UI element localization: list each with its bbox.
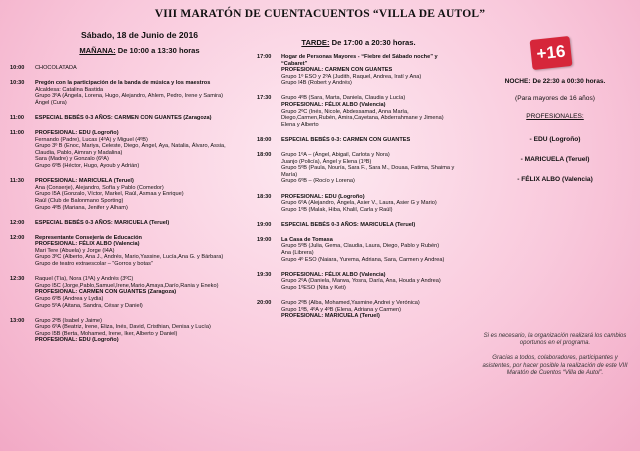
notes-box — [478, 333, 632, 385]
schedule-entry — [257, 300, 460, 320]
entry-highlight: PROFESIONAL: CARMEN CON GUANTES — [281, 67, 393, 74]
entry-time: 10:30 — [10, 80, 25, 87]
entry-time: 12:30 — [10, 276, 25, 283]
entry-line: Fernando (Padre), Lucas (4ºA) y Miguel (4ºB) — [35, 136, 148, 143]
entry-body — [35, 276, 245, 309]
morning-schedule — [10, 65, 245, 344]
entry-line: Grupo 1ºA – (Ángel, Abigail, Carlota y Nora) — [281, 152, 390, 159]
afternoon-schedule — [257, 54, 460, 320]
entry-line: Grupo I5C (Jorge,Pablo,Samuel,Irene,Mario,Amaya,Darío,Rania y Eneko) — [35, 282, 219, 289]
entry-highlight: ESPECIAL BEBÉS 0-3 AÑOS: MARICUELA (Teruel) — [35, 219, 170, 226]
entry-line: Raúl (Club de Balonmano Sporting) — [35, 197, 124, 204]
entry-time: 12:00 — [10, 219, 25, 226]
schedule-entry — [10, 65, 245, 72]
morning-header — [34, 46, 245, 55]
entry-time: 19:00 — [257, 221, 272, 228]
entry-time: 12:00 — [10, 234, 25, 241]
page-title: VIII MARATÓN DE CUENTACUENTOS “VILLA DE AUTOL” — [154, 8, 486, 20]
entry-body — [35, 65, 245, 72]
entry-highlight: Pregón con la participación de la banda de música y los maestros — [35, 80, 211, 87]
entry-body — [35, 115, 245, 122]
entry-highlight: PROFESIONAL: FÉLIX ALBO (Valencia) — [35, 241, 140, 248]
notes-changes: Si es necesario, la organización realizará los cambios oportunos en el programa. — [483, 333, 627, 347]
night-column — [475, 78, 635, 184]
schedule-entry — [257, 137, 460, 144]
morning-column — [10, 30, 245, 344]
entry-time: 18:30 — [257, 193, 272, 200]
entry-line: Mari Tere (Abuela) y Jorge (I4A) — [35, 247, 115, 254]
entry-body — [281, 95, 460, 128]
entry-line: Grupo 6ºB (Andrea y Lydia) — [35, 295, 104, 302]
entry-body — [35, 130, 245, 170]
schedule-entry — [10, 318, 245, 344]
entry-line: Ana (Conserje), Alejandro, Sofía y Pablo (Comedor) — [35, 184, 164, 191]
entry-line: Juanjo (Policía), Ángel y Elena (1ºB) — [281, 158, 372, 165]
entry-highlight: Representante Consejería de Educación — [35, 234, 142, 241]
entry-body — [281, 152, 460, 185]
entry-line: Grupo 4ºB (Mariana, Jenifer y Alham) — [35, 204, 128, 211]
entry-line: Sara (Madre) y Gonzalo (6ºA) — [35, 156, 109, 163]
entry-line: Grupo 6ºB – (Rocío y Lorena) — [281, 178, 355, 185]
schedule-entry — [257, 152, 460, 185]
afternoon-label: TARDE: — [301, 38, 330, 47]
entry-body — [281, 194, 460, 214]
entry-line: Grupo 2ºB (Isabel y Jaime) — [35, 317, 103, 324]
night-age-note: (Para mayores de 16 años) — [515, 95, 595, 102]
entry-body — [281, 54, 460, 87]
notes-thanks: Gracias a todos, colaboradores, participantes y asistentes, por hacer posible la realización de este VIII Maratón de Cuentos “Villa de Autol”. — [482, 355, 628, 376]
entry-body — [35, 178, 245, 211]
entry-highlight: ESPECIAL BEBÉS 0-3: CARMEN CON GUANTES — [281, 136, 411, 143]
entry-line: Grupo 3ºA (Ángela, Lorena, Hugo, Alejandro, Ahlem, Pedro, Irene y Samira) — [35, 93, 223, 100]
entry-highlight: PROFESIONAL: CARMEN CON GUANTES (Zaragoza) — [35, 289, 177, 296]
entry-highlight: ESPECIAL BEBÉS 0-3 AÑOS: CARMEN CON GUANTES (Zaragoza) — [35, 114, 212, 121]
entry-body — [281, 237, 460, 263]
event-date: Sábado, 18 de Junio de 2016 — [80, 30, 198, 40]
schedule-entry — [10, 220, 245, 227]
schedule-entry — [10, 80, 245, 106]
entry-line: Grupo 2ºA (Daniela, Marwa, Yosra, Daría, Ana, Houda y Andrea) — [281, 278, 441, 285]
night-pro-item: - MARICUELA (Teruel) — [520, 156, 590, 163]
entry-time: 11:00 — [10, 114, 24, 121]
entry-time: 11:00 — [10, 130, 24, 137]
entry-highlight: ESPECIAL BEBÉS 0-3 AÑOS: MARICUELA (Teruel) — [281, 221, 416, 228]
entry-time: 11:30 — [10, 178, 24, 185]
entry-time: 18:00 — [257, 152, 272, 159]
afternoon-range: De 17:00 a 20:30 horas. — [329, 38, 416, 47]
schedule-entry — [10, 130, 245, 170]
night-pro-item: - EDU (Logroño) — [529, 136, 581, 143]
entry-highlight: PROFESIONAL: MARICUELA (Teruel) — [35, 178, 134, 185]
entry-line: Grupo 1ºB (Malak, Hiba, Khalil, Carla y Raúl) — [281, 206, 393, 213]
schedule-entry — [10, 115, 245, 122]
entry-time: 19:00 — [257, 236, 272, 243]
entry-body — [35, 80, 245, 106]
entry-line: Grupo 5ºB (Paula, Nouría, Sara F., Sara M., Douaa, Fatima, Shaima y María) — [281, 165, 455, 178]
entry-highlight: PROFESIONAL: MARICUELA (Teruel) — [281, 313, 380, 320]
entry-time: 13:00 — [10, 317, 25, 324]
entry-time: 10:00 — [10, 65, 25, 71]
entry-body — [281, 137, 460, 144]
entry-line: Grupo 6ºA (Alejandro, Ángela, Asier V., Laura, Asier G y Mario) — [281, 200, 437, 207]
morning-label: MAÑANA: — [79, 46, 116, 55]
night-time: NOCHE: De 22:30 a 00:30 horas. — [504, 78, 606, 85]
entry-line: Grupo 5ºA (Aitana, Sandra, César y Daniel) — [35, 302, 143, 309]
entry-line: Grupo 2ºC (Inés, Nicole, Abdessamad, Anna María, Diego,Carmen,Rubén, Amira,Cayetana, Abderrahmane y Jimena) — [281, 108, 444, 122]
entry-body — [35, 235, 245, 268]
entry-highlight: PROFESIONAL: FÉLIX ALBO (Valencia) — [281, 271, 386, 278]
entry-time: 20:00 — [257, 300, 272, 307]
entry-line: CHOCOLATADA — [35, 65, 77, 71]
schedule-entry — [257, 272, 460, 292]
entry-line: Grupo 6ºA (Beatriz, Irene, Eliza, Inés, David, Cristhian, Denisa y Lucía) — [35, 324, 211, 331]
entry-line: Ana (Librera) — [281, 250, 314, 257]
schedule-entry — [10, 178, 245, 211]
entry-highlight: La Casa de Tomasa — [281, 236, 333, 243]
entry-line: Grupo 6ºB (Héctor, Hugo, Ayoub y Adrián) — [35, 163, 140, 170]
entry-highlight: Hogar de Personas Mayores - “Fiebre del Sábado noche” y “Cabaret” — [281, 54, 438, 67]
schedule-entry — [257, 237, 460, 263]
schedule-entry — [257, 194, 460, 214]
entry-highlight: PROFESIONAL: EDU (Logroño) — [35, 337, 119, 344]
entry-line: Grupo I5A (Gonzalo, Víctor, Markel, Raúl, Asmaa y Enrique) — [35, 191, 184, 198]
entry-body — [281, 300, 460, 320]
entry-line: Elena y Alberto — [281, 121, 319, 128]
entry-line: Grupo 3º B (Enoc, Mariya, Celeste, Diego, Ángel, Aya, Natalia, Álvaro, Assia, Claudia, Pablo, Aimran y Madalina) — [35, 143, 226, 156]
afternoon-header — [257, 38, 460, 47]
entry-line: Grupo 1º ESO y 2ºA (Judith, Raquel, Andrea, Iratí y Ana) — [281, 73, 422, 80]
entry-highlight: PROFESIONAL: EDU (Logroño) — [35, 130, 119, 137]
entry-line: Grupo 4º ESO (Naiara, Yurema, Adriana, Sara, Carmen y Andrea) — [281, 256, 445, 263]
morning-range: De 10:00 a 13:30 horas — [115, 46, 200, 55]
entry-line: Grupo 5ºB (Julia, Gema, Claudia, Laura, Diego, Pablo y Rubén) — [281, 243, 440, 250]
age-badge: +16 — [530, 36, 573, 70]
night-pro-item: - FÉLIX ALBO (Valencia) — [517, 176, 593, 183]
entry-time: 17:00 — [257, 54, 272, 60]
entry-line: Ángel (Cura) — [35, 99, 67, 106]
schedule-entry — [10, 235, 245, 268]
entry-time: 18:00 — [257, 136, 272, 143]
entry-highlight: PROFESIONAL: EDU (Logroño) — [281, 193, 365, 200]
entry-line: Grupo de teatro extraescolar – “Gorros y botas” — [35, 261, 153, 268]
entry-line: Grupo 3ºC (Alberto, Ana J., Andrés, Mario,Yassine, Lucía,Ana G. y Bárbara) — [35, 254, 224, 261]
entry-body — [35, 318, 245, 344]
night-pro-heading: PROFESIONALES: — [526, 113, 584, 120]
schedule-entry — [257, 54, 460, 87]
entry-body — [281, 272, 460, 292]
schedule-entry — [257, 222, 460, 229]
entry-line: Grupo I5B (Berta, Mohamed, Irene, Iker, Alberto y Daniel) — [35, 330, 178, 337]
entry-time: 17:30 — [257, 95, 272, 102]
entry-body — [281, 222, 460, 229]
entry-line: Alcaldesa: Catalina Bastida — [35, 86, 104, 93]
entry-line: Grupo 2ºB (Alba, Mohamed,Yasmine,Andrei y Verónica) — [281, 300, 420, 307]
entry-line: Grupo 4ºB (Sara, Marta, Daniela, Claudia y Lucía) — [281, 95, 406, 102]
afternoon-column — [257, 38, 460, 320]
entry-time: 19:30 — [257, 271, 272, 278]
schedule-entry — [257, 95, 460, 128]
entry-line: Grupo 1ºB, 4ºA y 4ºB (Elena, Adriana y Carmen) — [281, 306, 401, 313]
entry-body — [35, 220, 245, 227]
entry-line: Grupo I4B (Robert y Andrés) — [281, 80, 352, 87]
entry-highlight: PROFESIONAL: FÉLIX ALBO (Valencia) — [281, 102, 386, 109]
entry-line: Raquel (Tía), Nora (1ºA) y Andrés (3ºC) — [35, 276, 134, 283]
schedule-entry — [10, 276, 245, 309]
entry-line: Grupo 1ºESO (Nita y Keti) — [281, 284, 346, 291]
